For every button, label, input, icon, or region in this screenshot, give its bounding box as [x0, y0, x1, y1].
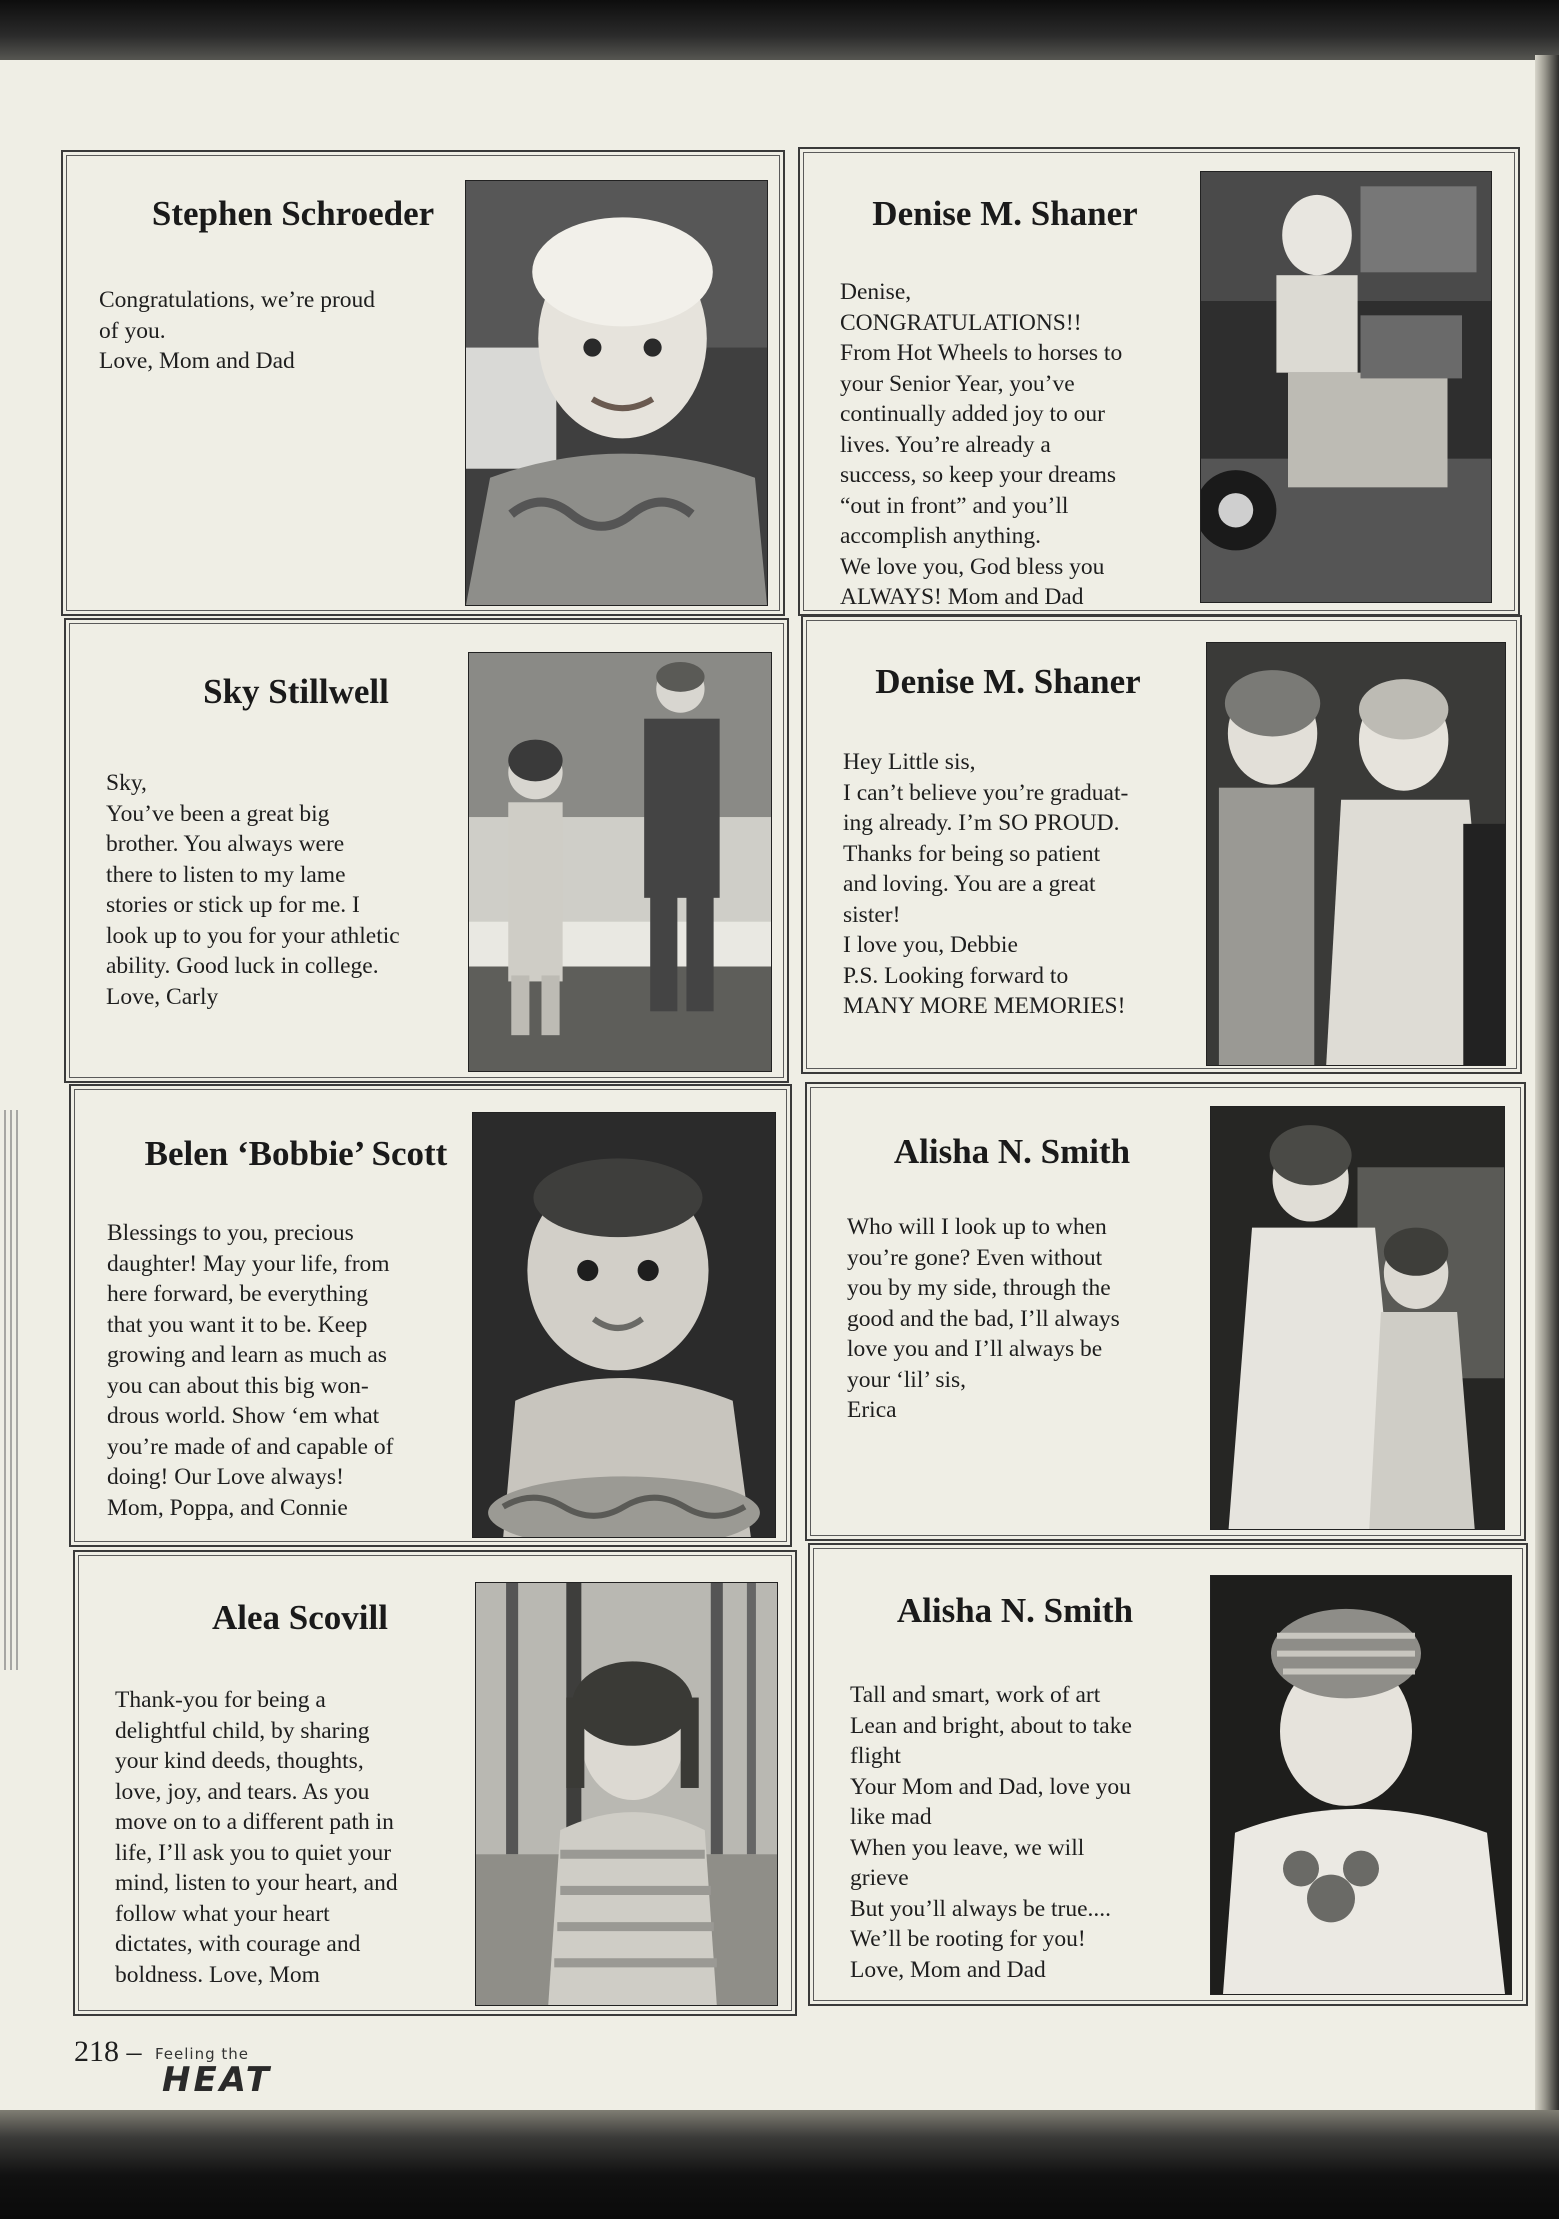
senior-name: Alisha N. Smith [896, 1591, 1134, 1630]
message-line: doing! Our Love always! [107, 1464, 344, 1490]
message-line: P.S. Looking forward to [843, 962, 1069, 989]
girl-in-woods-photo [475, 1582, 778, 2006]
binding-marks [4, 1110, 20, 1670]
message-line: ability. Good luck in college. [106, 953, 379, 979]
message-line: I love you, Debbie [843, 932, 1018, 958]
message-line: boldness. Love, Mom [115, 1961, 320, 1988]
message-line: here forward, be everything [107, 1281, 368, 1307]
message-line: good and the bad, I’ll always [847, 1305, 1120, 1332]
message-line: life, I’ll ask you to quiet your [115, 1839, 392, 1866]
senior-ad-card [73, 1550, 797, 2016]
message-line: Love, Carly [106, 983, 219, 1010]
ad-message [850, 1680, 1132, 1985]
message-line: your kind deeds, thoughts, [115, 1748, 364, 1774]
two-sisters-photo [1206, 642, 1506, 1066]
message-line: lives. You’re already a [840, 431, 1051, 458]
message-line: follow what your heart [115, 1900, 330, 1927]
message-line: of you. [99, 317, 166, 344]
senior-name: Sky Stillwell [203, 672, 389, 711]
scan-bottom-edge [0, 2110, 1559, 2219]
message-line: continually added joy to our [840, 401, 1105, 427]
baby-portrait-photo [472, 1112, 776, 1538]
ad-message [115, 1685, 398, 1990]
page-gutter-edge [1535, 55, 1559, 2125]
message-line: flight [850, 1743, 901, 1769]
message-line: We’ll be rooting for you! [850, 1926, 1086, 1952]
message-line: I can’t believe you’re graduat- [843, 779, 1129, 806]
message-line: Your Mom and Dad, love you [850, 1773, 1131, 1800]
senior-ad-card [801, 615, 1522, 1074]
message-line: accomplish anything. [840, 523, 1042, 549]
message-line: sister! [843, 901, 901, 928]
message-line: dictates, with courage and [115, 1931, 361, 1957]
message-line: love, joy, and tears. As you [115, 1778, 370, 1805]
logo-tagline: Feeling the [155, 2045, 250, 2063]
message-line: there to listen to my lame [106, 861, 346, 888]
senior-name: Alisha N. Smith [893, 1132, 1131, 1171]
message-line: Thanks for being so patient [843, 840, 1101, 867]
message-line: daughter! May your life, from [107, 1250, 390, 1277]
message-line: Erica [847, 1397, 897, 1423]
message-line: that you want it to be. Keep [107, 1311, 368, 1338]
senior-ad-card [61, 150, 785, 616]
message-line: mind, listen to your heart, and [115, 1870, 398, 1896]
senior-ad-card [64, 618, 789, 1083]
siblings-in-overalls-photo [468, 652, 772, 1072]
senior-name: Alea Scovill [212, 1598, 388, 1637]
message-line: We love you, God bless you [840, 553, 1105, 580]
senior-ad-card [798, 147, 1520, 616]
message-line: your Senior Year, you’ve [840, 370, 1075, 397]
message-line: Thank-you for being a [115, 1687, 326, 1713]
toddler-on-big-wheel-photo [1200, 171, 1492, 603]
message-line: But you’ll always be true.... [850, 1895, 1112, 1922]
ad-message [99, 285, 375, 377]
feeling-the-heat-logo: HEAT [162, 2060, 272, 2100]
message-line: You’ve been a great big [106, 800, 330, 827]
child-in-cap-photo [1210, 1575, 1512, 1995]
message-line: Sky, [106, 770, 147, 796]
message-line: delightful child, by sharing [115, 1717, 370, 1744]
message-line: Blessings to you, precious [107, 1220, 354, 1246]
message-line: Who will I look up to when [847, 1214, 1107, 1240]
message-line: Tall and smart, work of art [850, 1682, 1101, 1708]
message-line: drous world. Show ‘em what [107, 1403, 380, 1429]
girl-and-little-sister-photo [1210, 1106, 1505, 1530]
ad-message [107, 1218, 393, 1523]
message-line: From Hot Wheels to horses to [840, 340, 1123, 366]
message-line: you by my side, through the [847, 1275, 1111, 1301]
message-line: stories or stick up for me. I [106, 892, 360, 918]
message-line: and loving. You are a great [843, 871, 1096, 897]
ad-message [847, 1212, 1120, 1426]
message-line: Denise, [840, 279, 912, 305]
senior-name: Denise M. Shaner [872, 194, 1138, 233]
message-line: Mom, Poppa, and Connie [107, 1494, 348, 1521]
senior-name: Denise M. Shaner [875, 662, 1141, 701]
senior-ad-card [808, 1543, 1528, 2006]
message-line: you’re made of and capable of [107, 1433, 394, 1460]
message-line: Congratulations, we’re proud [99, 287, 376, 313]
message-line: Love, Mom and Dad [850, 1956, 1046, 1983]
ad-message [106, 768, 400, 1012]
message-line: Love, Mom and Dad [99, 348, 295, 374]
message-line: Hey Little sis, [843, 749, 976, 775]
page-number: 218 – [74, 2035, 142, 2068]
message-line: brother. You always were [106, 831, 345, 857]
message-line: When you leave, we will [850, 1834, 1085, 1861]
message-line: move on to a different path in [115, 1809, 394, 1835]
senior-ad-card [69, 1084, 792, 1547]
ad-message [843, 747, 1128, 1022]
message-line: ing already. I’m SO PROUD. [843, 810, 1120, 836]
message-line: growing and learn as much as [107, 1342, 387, 1368]
message-line: like mad [850, 1804, 932, 1830]
senior-name: Belen ‘Bobbie’ Scott [144, 1134, 448, 1173]
message-line: look up to you for your athletic [106, 922, 400, 949]
message-line: ALWAYS! Mom and Dad [840, 584, 1084, 610]
message-line: your ‘lil’ sis, [847, 1366, 967, 1393]
message-line: you’re gone? Even without [847, 1244, 1103, 1271]
message-line: grieve [850, 1865, 909, 1891]
senior-name: Stephen Schroeder [151, 194, 435, 233]
message-line: you can about this big won- [107, 1372, 369, 1399]
message-line: love you and I’ll always be [847, 1336, 1103, 1362]
message-line: success, so keep your dreams [840, 462, 1117, 488]
message-line: CONGRATULATIONS!! [840, 309, 1082, 336]
message-line: Lean and bright, about to take [850, 1712, 1132, 1739]
message-line: MANY MORE MEMORIES! [843, 993, 1126, 1019]
ad-message [840, 277, 1122, 613]
senior-ad-card [805, 1082, 1526, 1541]
toddler-portrait-photo [465, 180, 768, 606]
message-line: “out in front” and you’ll [840, 492, 1069, 519]
